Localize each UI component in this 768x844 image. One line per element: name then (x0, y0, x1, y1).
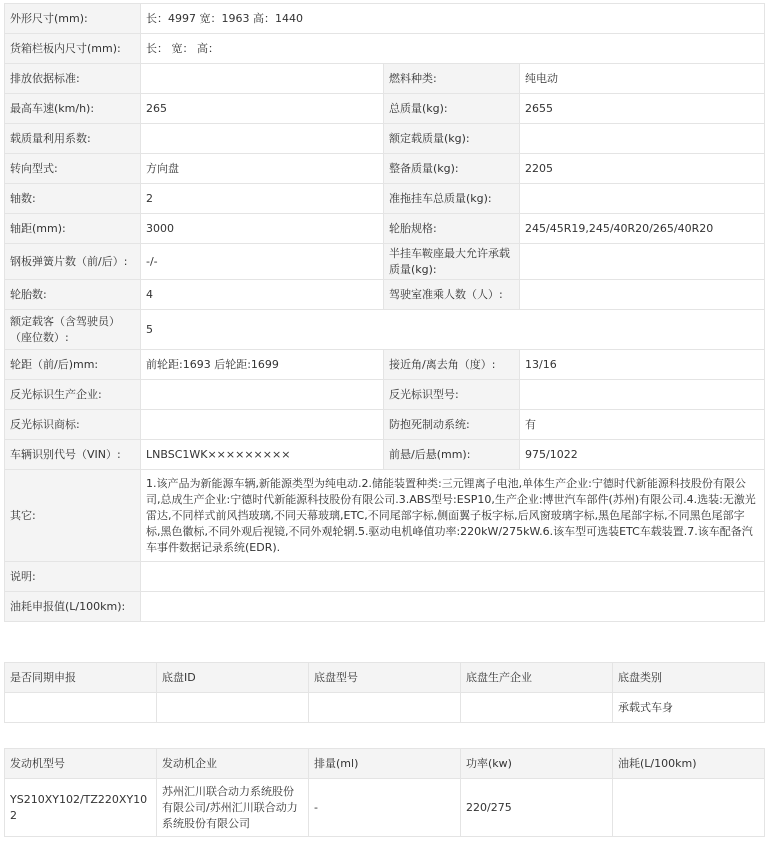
spec-row (5, 154, 765, 184)
spec-label: 前悬/后悬(mm): (384, 440, 520, 470)
chassis-table (4, 662, 765, 723)
engine-table (4, 748, 765, 837)
spec-value (141, 380, 384, 410)
chassis-header-cell: 底盘型号 (309, 663, 461, 693)
spec-label: 钢板弹簧片数（前/后）: (5, 244, 141, 280)
spec-label: 排放依据标准: (5, 64, 141, 94)
spec-row (5, 124, 765, 154)
chassis-header-cell: 是否同期申报 (5, 663, 157, 693)
spec-label: 油耗申报值(L/100km): (5, 592, 141, 622)
spec-value: 5 (141, 310, 765, 350)
chassis-header-row (5, 663, 765, 693)
spec-row (5, 440, 765, 470)
spec-label: 轮距（前/后)mm: (5, 350, 141, 380)
spec-label: 反光标识生产企业: (5, 380, 141, 410)
spec-label: 轮胎规格: (384, 214, 520, 244)
spec-label: 总质量(kg): (384, 94, 520, 124)
spec-value: LNBSC1WK××××××××× (141, 440, 384, 470)
spec-label: 反光标识型号: (384, 380, 520, 410)
spec-value (141, 592, 765, 622)
chassis-header-cell: 底盘类别 (613, 663, 765, 693)
spec-value: 265 (141, 94, 384, 124)
chassis-header-cell: 底盘ID (157, 663, 309, 693)
chassis-cell (5, 693, 157, 723)
spec-row (5, 64, 765, 94)
engine-cell: - (309, 779, 461, 837)
engine-header-cell: 发动机企业 (157, 749, 309, 779)
spec-label: 轮胎数: (5, 280, 141, 310)
spec-label: 驾驶室准乘人数（人）: (384, 280, 520, 310)
chassis-cell: 承载式车身 (613, 693, 765, 723)
spec-label: 半挂车鞍座最大允许承载质量(kg): (384, 244, 520, 280)
spec-row (5, 34, 765, 64)
engine-header-cell: 排量(ml) (309, 749, 461, 779)
spec-value: 2205 (520, 154, 765, 184)
spec-value (520, 280, 765, 310)
spec-label: 车辆识别代号（VIN）: (5, 440, 141, 470)
spec-label: 轴数: (5, 184, 141, 214)
spec-value: -/- (141, 244, 384, 280)
spec-row (5, 4, 765, 34)
spec-label: 燃料种类: (384, 64, 520, 94)
spec-value (141, 562, 765, 592)
engine-cell: YS210XY102/TZ220XY102 (5, 779, 157, 837)
chassis-data-row (5, 693, 765, 723)
spec-value: 前轮距:1693 后轮距:1699 (141, 350, 384, 380)
engine-data-row (5, 779, 765, 837)
spec-row (5, 592, 765, 622)
spec-value: 2 (141, 184, 384, 214)
engine-header-cell: 功率(kw) (461, 749, 613, 779)
spec-label: 接近角/离去角（度）: (384, 350, 520, 380)
chassis-cell (157, 693, 309, 723)
spec-row (5, 280, 765, 310)
spec-label: 额定载客（含驾驶员）（座位数）: (5, 310, 141, 350)
spec-label: 货箱栏板内尺寸(mm): (5, 34, 141, 64)
spec-value: 975/1022 (520, 440, 765, 470)
engine-header-cell: 油耗(L/100km) (613, 749, 765, 779)
spec-value: 2655 (520, 94, 765, 124)
spec-value: 4 (141, 280, 384, 310)
spec-value (520, 124, 765, 154)
spec-row (5, 94, 765, 124)
spec-row (5, 310, 765, 350)
engine-cell (613, 779, 765, 837)
spec-label: 整备质量(kg): (384, 154, 520, 184)
engine-header-row (5, 749, 765, 779)
spec-row (5, 410, 765, 440)
spec-label: 额定载质量(kg): (384, 124, 520, 154)
spec-value: 245/45R19,245/40R20/265/40R20 (520, 214, 765, 244)
spec-value: 长：4997 宽：1963 高：1440 (141, 4, 765, 34)
spec-value: 有 (520, 410, 765, 440)
chassis-cell (461, 693, 613, 723)
spec-label: 准拖挂车总质量(kg): (384, 184, 520, 214)
spec-row (5, 350, 765, 380)
spec-row (5, 470, 765, 562)
spec-row (5, 184, 765, 214)
spec-label: 最高车速(km/h): (5, 94, 141, 124)
engine-cell: 苏州汇川联合动力系统股份有限公司/苏州汇川联合动力系统股份有限公司 (157, 779, 309, 837)
vehicle-spec-table (4, 3, 765, 622)
engine-header-cell: 发动机型号 (5, 749, 157, 779)
spec-row (5, 562, 765, 592)
spec-label: 反光标识商标: (5, 410, 141, 440)
spec-value: 长： 宽： 高： (141, 34, 765, 64)
spec-row (5, 244, 765, 280)
spec-value (141, 124, 384, 154)
spec-label: 防抱死制动系统: (384, 410, 520, 440)
spec-value (520, 380, 765, 410)
spec-row (5, 214, 765, 244)
spec-label: 其它: (5, 470, 141, 562)
engine-cell: 220/275 (461, 779, 613, 837)
spec-value: 方向盘 (141, 154, 384, 184)
chassis-header-cell: 底盘生产企业 (461, 663, 613, 693)
spec-value (141, 410, 384, 440)
spec-label: 外形尺寸(mm): (5, 4, 141, 34)
spec-value: 纯电动 (520, 64, 765, 94)
spec-label: 轴距(mm): (5, 214, 141, 244)
spec-row (5, 380, 765, 410)
chassis-cell (309, 693, 461, 723)
spec-value: 1.该产品为新能源车辆,新能源类型为纯电动.2.储能装置种类:三元锂离子电池,单体生产企业:宁德时代新能源科技股份有限公司,总成生产企业:宁德时代新能源科技股份有限公司.3.ABS型号:ESP10,生产企业:博世汽车部件(苏州)有限公司.4.选装:无激光雷达,不同样式前风挡玻璃,不同天幕玻璃,ETC,不同尾部字标,侧面翼子板字标,后风窗玻璃字标,黑色尾部字标,不同黑色尾部字标,黑色徽标,不同外观后视镜,不同外观轮辋.5.驱动电机峰值功率:220kW/275kW.6.该车型可选装ETC车载装置.7.该车配备汽车事件数据记录系统(EDR). (141, 470, 765, 562)
spec-label: 转向型式: (5, 154, 141, 184)
spec-label: 说明: (5, 562, 141, 592)
spec-value (520, 244, 765, 280)
spec-label: 载质量利用系数: (5, 124, 141, 154)
spec-value: 13/16 (520, 350, 765, 380)
spec-value (520, 184, 765, 214)
spec-value: 3000 (141, 214, 384, 244)
spec-value (141, 64, 384, 94)
